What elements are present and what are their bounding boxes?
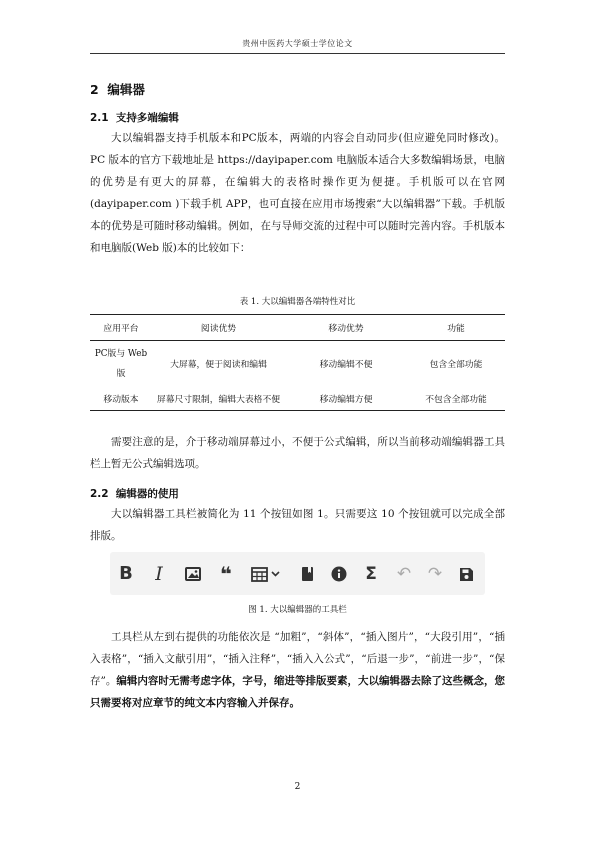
undo-button[interactable] (393, 563, 415, 585)
section-number: 2 (90, 82, 99, 97)
quote-icon: ❝ (220, 562, 232, 586)
table-header-cell: 应用平台 (90, 315, 152, 341)
undo-icon: ↶ (396, 564, 412, 584)
subsection-heading-2-1 (90, 110, 179, 125)
subsection-number: 2.2 (90, 488, 109, 500)
paragraph-multiplatform: 大以编辑器支持手机版本和PC版本，两端的内容会自动同步(但应避免同时修改)。PC 版本的官方下载地址是 https://dayipaper.com 电脑版本适合大多数编辑场景，电脑的优势是有更大的屏幕，在编辑大的表格时操作更为便捷。手机版可以在官网(dayipaper.com )下载手机 APP，也可直接在应用市场搜索“大以编辑器”下载。手机版本的优势是可随时移动编辑。例如，在与导师交流的过程中可以随时完善内容。手机版本和电脑版(Web 版)本的比较如下： (90, 132, 505, 254)
table-icon (251, 567, 268, 582)
block-quote-button[interactable] (215, 563, 237, 585)
section-title: 编辑器 (107, 82, 145, 97)
insert-citation-button[interactable] (296, 563, 318, 585)
paragraph-normal-text: 工具栏从左到右提供的功能依次是 “加粗”，“斜体”，“插入图片”，“大段引用”，“插入表格”，“插入文献引用”，“插入注释”，“插入入公式”，“后退一步”，“前进一步”，“保存”。 (90, 631, 505, 687)
info-icon (331, 566, 347, 582)
table-cell: 移动编辑方便 (285, 387, 407, 411)
table-header-row (90, 315, 505, 341)
save-icon (459, 567, 474, 582)
comparison-table (90, 314, 505, 411)
redo-icon: ↷ (427, 564, 443, 584)
paragraph-mobile-note: 需要注意的是，介于移动端屏幕过小，不便于公式编辑，所以当前移动端编辑器工具栏上暂无公式编辑选项。 (90, 436, 505, 470)
redo-button[interactable] (424, 563, 446, 585)
table-cell: 不包含全部功能 (407, 387, 505, 411)
header-rule (90, 53, 505, 54)
table-cell: 移动编辑不便 (319, 360, 373, 371)
paragraph-toolbar-intro: 大以编辑器工具栏被简化为 11 个按钮如图 1。只需要这 10 个按钮就可以完成全部排版。 (90, 508, 505, 542)
section-heading (90, 80, 145, 98)
italic-icon: I (155, 563, 163, 585)
table-header-cell: 功能 (407, 315, 505, 341)
subsection-title: 编辑器的使用 (115, 488, 179, 500)
table-header-cell: 阅读优势 (152, 315, 285, 341)
image-icon (185, 567, 201, 581)
subsection-title: 支持多端编辑 (115, 112, 179, 124)
editor-toolbar (110, 552, 485, 595)
paragraph-toolbar-functions (90, 626, 505, 714)
bold-button[interactable] (115, 563, 137, 585)
bold-icon: B (119, 563, 133, 584)
page-number: 2 (294, 782, 301, 792)
insert-table-button[interactable] (248, 563, 282, 585)
subsection-heading-2-2 (90, 486, 179, 501)
running-head: 贵州中医药大学硕士学位论文 (242, 39, 353, 48)
table-row (90, 341, 505, 387)
sigma-icon: Σ (365, 564, 377, 584)
figure-caption: 图 1. 大以编辑器的工具栏 (248, 605, 347, 615)
table-row (90, 387, 505, 411)
table-cell: 移动版本 (90, 387, 152, 411)
table-cell: PC版与 Web 版 (94, 348, 148, 379)
save-button[interactable] (455, 563, 477, 585)
table-cell: 包含全部功能 (429, 360, 483, 371)
table-cell: 大屏幕，便于阅读和编辑 (170, 360, 267, 371)
subsection-number: 2.1 (90, 112, 109, 124)
italic-button[interactable] (148, 563, 170, 585)
insert-formula-button[interactable] (360, 563, 382, 585)
insert-note-button[interactable] (328, 563, 350, 585)
bookmark-icon (301, 566, 314, 582)
table-cell: 屏幕尺寸限制，编辑大表格不便 (152, 387, 285, 411)
table-caption: 表 1. 大以编辑器各端特性对比 (239, 297, 356, 307)
table-header-cell: 移动优势 (285, 315, 407, 341)
paragraph-bold-text: 编辑内容时无需考虑字体，字号，缩进等排版要素，大以编辑器去除了这些概念，您只需要将对应章节的纯文本内容输入并保存。 (90, 675, 506, 709)
chevron-down-icon (271, 571, 280, 577)
insert-image-button[interactable] (182, 563, 204, 585)
